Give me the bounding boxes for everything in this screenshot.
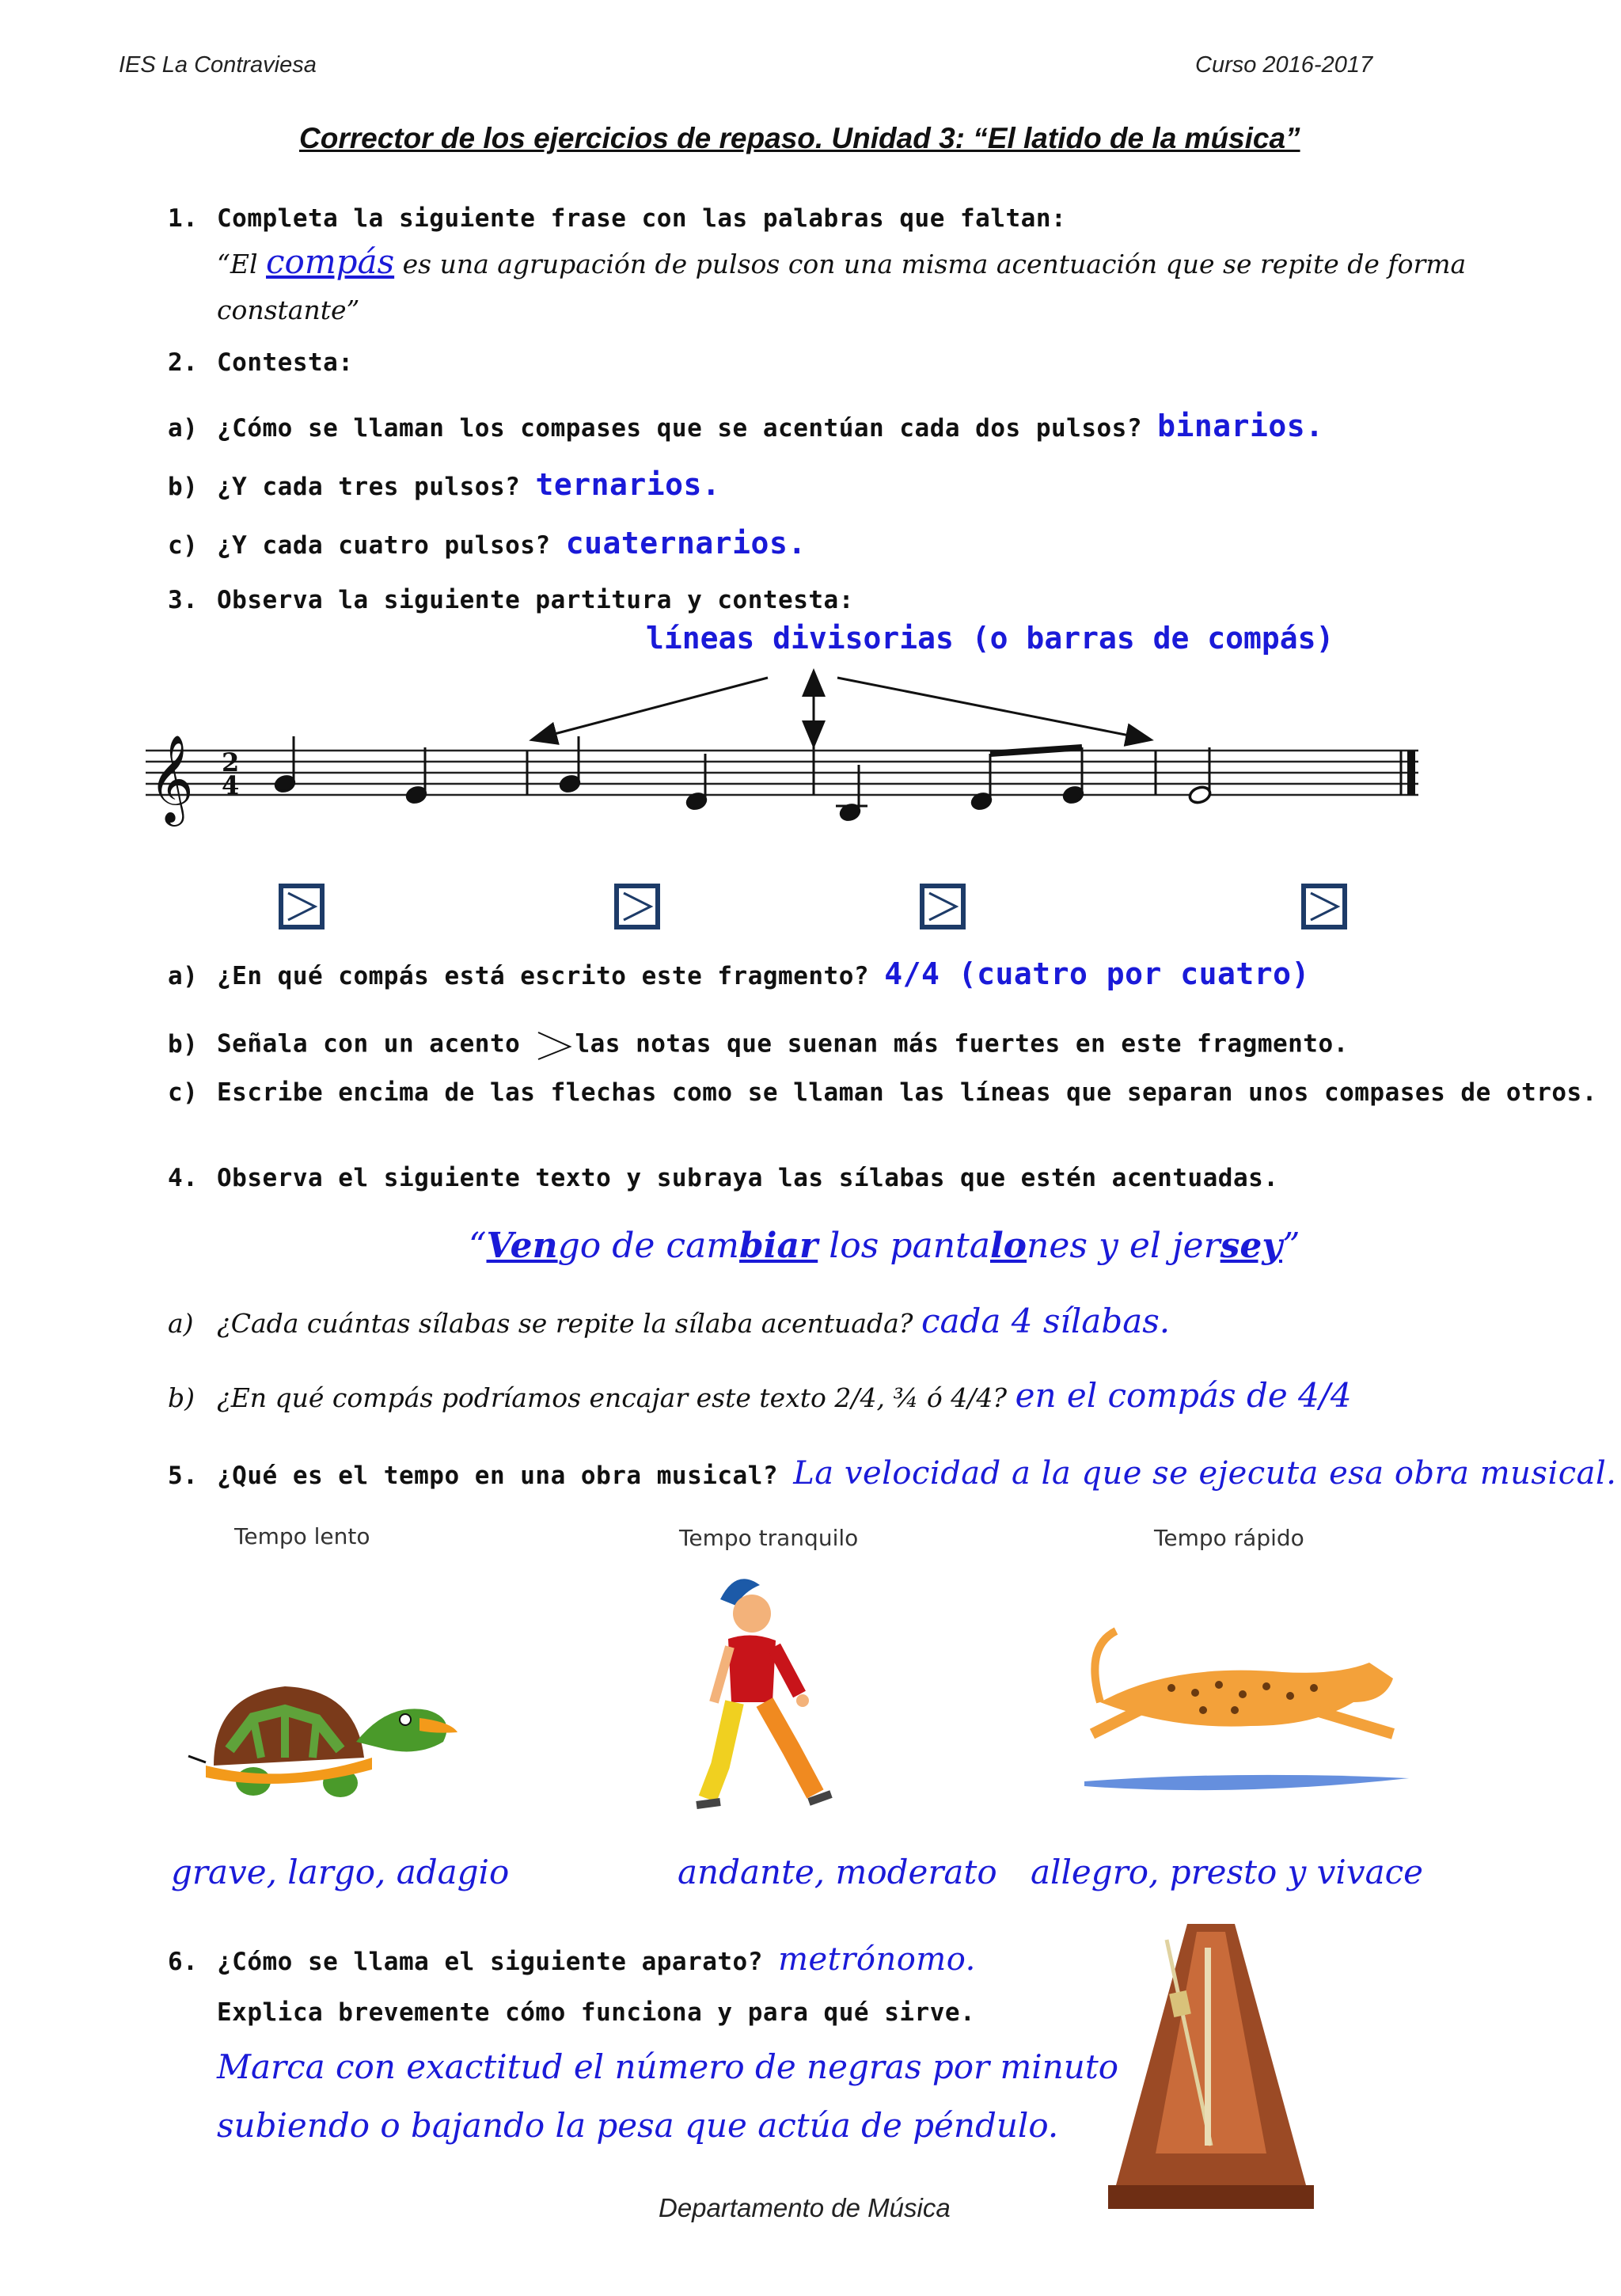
school-name: IES La Contraviesa: [119, 52, 317, 78]
accent-box-2: [614, 884, 660, 929]
course-year: Curso 2016-2017: [1195, 52, 1373, 78]
q3b: b) Señala con un acento las notas que suenan más fuertes en este fragmento.: [168, 1029, 1349, 1061]
footer: Departamento de Música: [659, 2193, 951, 2222]
q6-answer-line1: Marca con exactitud el número de negras por minuto: [217, 2047, 1118, 2086]
q2b-answer: ternarios.: [535, 467, 721, 502]
time-sig-bottom: 4: [222, 770, 240, 800]
accent-mark-icon: [535, 1029, 575, 1061]
tempo-rapido-answer: allegro, presto y vivace: [1031, 1853, 1423, 1891]
caption-tempo-tranquilo: Tempo tranquilo: [679, 1525, 859, 1551]
accent-box-4: [1301, 884, 1347, 929]
q4a: a) ¿Cada cuántas sílabas se repite la sílaba acentuada? cada 4 sílabas.: [168, 1302, 1171, 1340]
accent-icon: [924, 888, 961, 925]
q4b: b) ¿En qué compás podríamos encajar este texto 2/4, ¾ ó 4/4? en el compás de 4/4: [168, 1376, 1352, 1415]
final-barline: [1407, 751, 1415, 795]
barline-arrows: [533, 673, 1149, 752]
tempo-lento-answer: grave, largo, adagio: [171, 1853, 510, 1891]
q2a: a) ¿Cómo se llaman los compases que se acentúan cada dos pulsos? binarios.: [168, 409, 1324, 443]
caption-tempo-lento: Tempo lento: [234, 1523, 370, 1549]
accent-icon: [619, 888, 655, 925]
q6-answer: metrónomo.: [778, 1941, 976, 1978]
q3-prompt: 3. Observa la siguiente partitura y contesta:: [168, 586, 854, 614]
accent-icon: [283, 888, 320, 925]
q2b: b) ¿Y cada tres pulsos? ternarios.: [168, 467, 721, 502]
q1-sentence-end: constante”: [217, 295, 360, 325]
q4b-answer: en el compás de 4/4: [1015, 1376, 1352, 1415]
cheetah-illustration: [1076, 1599, 1417, 1805]
metronome-illustration: [1092, 1916, 1330, 2217]
staff-lines: [146, 751, 1418, 795]
tempo-tranquilo-answer: andante, moderato: [678, 1853, 997, 1891]
q6: 6. ¿Cómo se llama el siguiente aparato? metrónomo.: [168, 1941, 976, 1978]
q6-prompt2: Explica brevemente cómo funciona y para qué sirve.: [217, 1998, 976, 2027]
q5: 5. ¿Qué es el tempo en una obra musical? La velocidad a la que se ejecuta esa obra musical.: [168, 1455, 1617, 1492]
q1-prompt: 1. Completa la siguiente frase con las palabras que faltan:: [168, 204, 1067, 233]
q1-answer: compás: [266, 242, 395, 281]
q3a-answer: 4/4 (cuatro por cuatro): [884, 956, 1310, 991]
caption-tempo-rapido: Tempo rápido: [1154, 1525, 1304, 1551]
turtle-illustration: [182, 1655, 467, 1805]
q5-answer: La velocidad a la que se ejecuta esa obra musical.: [793, 1455, 1617, 1492]
walking-man-illustration: [673, 1568, 855, 1813]
accent-box-3: [920, 884, 966, 929]
q2c: c) ¿Y cada cuatro pulsos? cuaternarios.: [168, 526, 807, 561]
accent-icon: [1306, 888, 1342, 925]
q1-sentence: “El compás es una agrupación de pulsos con una misma acentuación que se repite de forma: [217, 242, 1467, 281]
q3c: c) Escribe encima de las flechas como se llaman las líneas que separan unos compases de otros.: [168, 1078, 1597, 1107]
page-title: Corrector de los ejercicios de repaso. Unidad 3: “El latido de la música”: [299, 122, 1300, 154]
q2-prompt: 2. Contesta:: [168, 348, 354, 377]
q4-prompt: 4. Observa el siguiente texto y subraya las sílabas que estén acentuadas.: [168, 1164, 1279, 1192]
time-sig-top: 2: [222, 747, 240, 777]
q4-quote: “Vengo de cambiar los pantalones y el jersey”: [469, 1226, 1300, 1266]
music-score: [142, 665, 1441, 871]
q6-answer-line2: subiendo o bajando la pesa que actúa de péndulo.: [217, 2106, 1059, 2145]
accent-box-1: [279, 884, 325, 929]
q3a: a) ¿En qué compás está escrito este fragmento? 4/4 (cuatro por cuatro): [168, 956, 1310, 991]
q4a-answer: cada 4 sílabas.: [921, 1302, 1171, 1340]
q2c-answer: cuaternarios.: [565, 526, 807, 561]
treble-clef-icon: 𝄞: [149, 734, 194, 823]
q2a-answer: binarios.: [1157, 409, 1324, 443]
barline-answer: líneas divisorias (o barras de compás): [646, 621, 1334, 656]
notes: [274, 736, 1213, 823]
